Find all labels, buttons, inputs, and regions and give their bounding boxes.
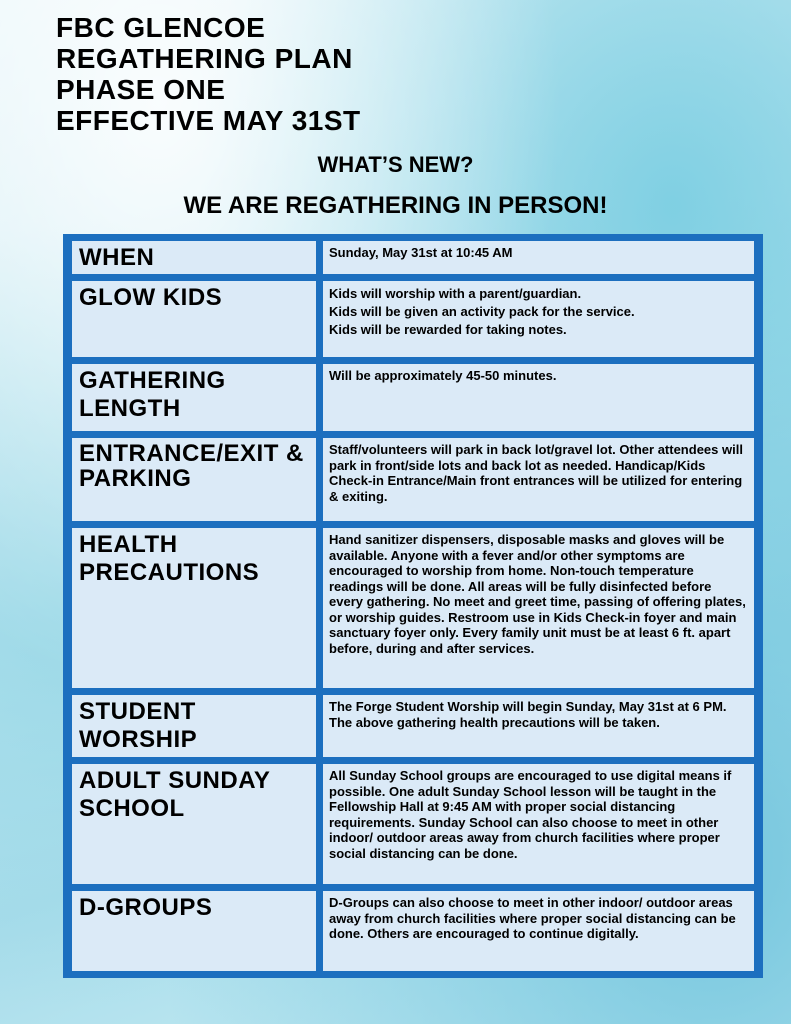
- row-label-student-worship: STUDENT WORSHIP: [79, 698, 198, 753]
- row-label-adult-sunday-school: ADULT SUNDAY SCHOOL: [79, 767, 270, 822]
- row-info-adult-sunday-school: All Sunday School groups are encouraged to use digital means if possible. One adult Sunday School lesson will be taught in the Fellowship Hall at 9:45 AM with proper social distancing requirements. Sunday School can also choose to meet in other indoor/ outdoor areas away from church facilities where proper social distancing can be done.: [329, 768, 732, 861]
- row-label-cell: [72, 241, 316, 274]
- headline: WE ARE REGATHERING IN PERSON!: [183, 192, 608, 219]
- row-info-cell: [323, 891, 754, 971]
- row-info-cell: [323, 438, 754, 521]
- row-info-cell: [323, 764, 754, 884]
- row-label-cell: [72, 528, 316, 688]
- row-label-health-precautions: HEALTH PRECAUTIONS: [79, 531, 260, 586]
- row-label-cell: [72, 695, 316, 757]
- row-info-cell: [323, 241, 754, 274]
- row-label-glow-kids: GLOW KIDS: [79, 284, 223, 311]
- subtitle: WHAT’S NEW?: [317, 152, 474, 177]
- row-label-d-groups: D-GROUPS: [79, 894, 213, 921]
- row-info-student-worship: The Forge Student Worship will begin Sunday, May 31st at 6 PM. The above gathering health precautions will be taken.: [329, 699, 727, 730]
- row-label-cell: [72, 764, 316, 884]
- row-info-glow-kids: Kids will worship with a parent/guardian. Kids will be given an activity pack for the service. Kids will be rewarded for taking notes.: [329, 286, 635, 337]
- page-title: [56, 12, 361, 136]
- title-line-2: REGATHERING PLAN: [56, 43, 353, 74]
- title-line-4: EFFECTIVE MAY 31ST: [56, 105, 361, 136]
- row-label-gathering-length: GATHERING LENGTH: [79, 367, 226, 422]
- row-info-d-groups: D-Groups can also choose to meet in other indoor/ outdoor areas away from church facilities where proper social distancing can be done. Others are encouraged to continue digitally.: [329, 895, 736, 941]
- row-label-cell: [72, 438, 316, 521]
- row-label-cell: [72, 364, 316, 431]
- row-info-cell: [323, 695, 754, 757]
- title-line-3: PHASE ONE: [56, 74, 226, 105]
- row-label-entrance-parking: ENTRANCE/EXIT & PARKING: [79, 440, 304, 492]
- row-label-when: WHEN: [79, 244, 155, 271]
- title-line-1: FBC GLENCOE: [56, 12, 266, 43]
- row-info-cell: [323, 364, 754, 431]
- row-info-cell: [323, 281, 754, 357]
- row-info-when: Sunday, May 31st at 10:45 AM: [329, 245, 513, 260]
- row-info-health-precautions: Hand sanitizer dispensers, disposable masks and gloves will be available. Anyone with a fever and/or other symptoms are encouraged to worship from home. Non-touch temperature readings will be done. All areas will be fully disinfected before every gathering. No meet and greet time, passing of offering plates, or worship guides. Restroom use in Kids Check-in foyer and main sanctuary foyer only. Every family unit must be at least 6 ft. apart before, during and after services.: [329, 532, 746, 656]
- row-label-cell: [72, 281, 316, 357]
- row-info-entrance-parking: Staff/volunteers will park in back lot/gravel lot. Other attendees will park in front/side lots and back lot as needed. Handicap/Kids Check-in Entrance/Main front entrances will be utilized for entering & exiting.: [329, 442, 743, 504]
- row-info-cell: [323, 528, 754, 688]
- row-label-cell: [72, 891, 316, 971]
- row-info-gathering-length: Will be approximately 45-50 minutes.: [329, 368, 557, 383]
- info-table: [63, 234, 763, 978]
